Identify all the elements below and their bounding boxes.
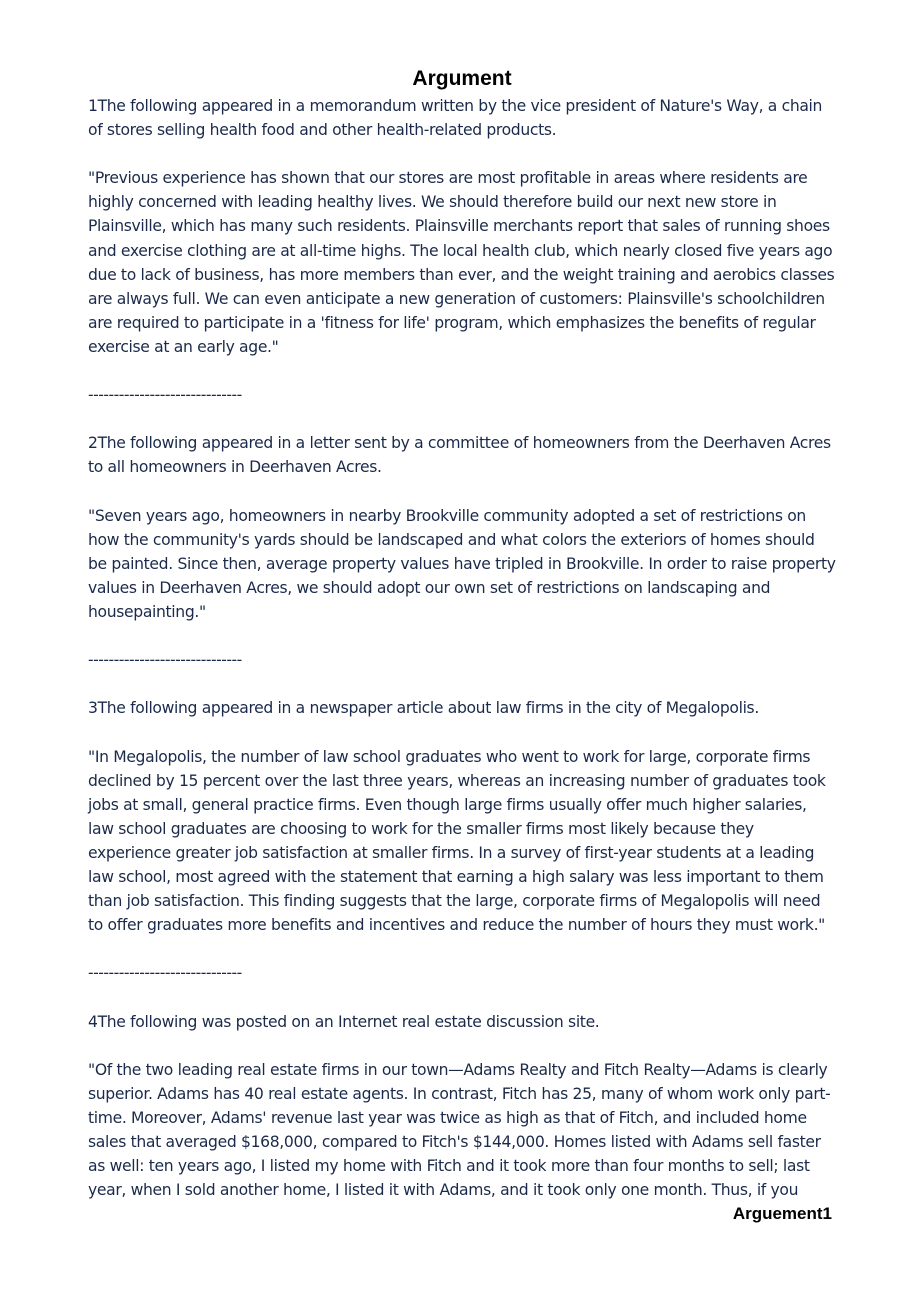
document-page: [88, 64, 836, 1226]
argument-1: [88, 94, 836, 407]
argument-quote: "Previous experience has shown that our stores are most profitable in areas where residents are highly concerned with leading healthy lives. We should therefore build our next new store in Plainsville, which has many such residents. Plainsville merchants report that sales of running shoes and exercise clothing are at all-time highs. The local health club, which nearly closed five years ago due to lack of business, has more members than ever, and the weight training and aerobics classes are always full. We can even anticipate a new generation of customers: Plainsville's schoolchildren are required to participate in a 'fitness for life' program, which emphasizes the benefits of regular exercise at an early age.": [88, 169, 835, 356]
argument-3: [88, 696, 836, 985]
argument-quote: "In Megalopolis, the number of law school graduates who went to work for large, corporate firms declined by 15 percent over the last three years, whereas an increasing number of graduates took jobs at small, general practice firms. Even though large firms usually offer much higher salaries, law school graduates are choosing to work for the smaller firms most likely because they experience greater job satisfaction at smaller firms. In a survey of first-year students at a leading law school, most agreed with the statement that earning a high salary was less important to them than job satisfaction. This finding suggests that the large, corporate firms of Megalopolis will need to offer graduates more benefits and incentives and reduce the number of hours they must work.": [88, 747, 826, 935]
separator: ------------------------------: [88, 386, 242, 405]
argument-quote: "Of the two leading real estate firms in our town—Adams Realty and Fitch Realty—Adams is clearly superior. Adams has 40 real estate agents. In contrast, Fitch has 25, many of whom work only part-time. Moreover, Adams' revenue last year was twice as high as that of Fitch, and included home sales that averaged $168,000, compared to Fitch's $144,000. Homes listed with Adams sell faster as well: ten years ago, I listed my home with Fitch and it took more than four months to sell; last year, when I sold another home, I listed it with Adams, and it took only one month. Thus, if you: [88, 1060, 831, 1200]
page-footer: Arguement1: [732, 1204, 832, 1223]
argument-intro: 1The following appeared in a memorandum written by the vice president of Nature's Way, a chain of stores selling health food and other health-related products.: [88, 97, 823, 140]
separator: ------------------------------: [88, 651, 242, 670]
argument-quote: "Seven years ago, homeowners in nearby Brookville community adopted a set of restrictions on how the community's yards should be landscaped and what colors the exteriors of homes should be painted. Since then, average property values have tripled in Brookville. In order to raise property values in Deerhaven Acres, we should adopt our own set of restrictions on landscaping and housepainting.": [88, 506, 836, 621]
argument-2: [88, 431, 836, 672]
argument-intro: 4The following was posted on an Internet real estate discussion site.: [88, 1012, 600, 1031]
argument-4: [88, 1010, 836, 1203]
argument-intro: 2The following appeared in a letter sent by a committee of homeowners from the Deerhaven Acres to all homeowners in Deerhaven Acres.: [88, 434, 831, 477]
page-title: Argument: [412, 67, 512, 90]
separator: ------------------------------: [88, 964, 242, 983]
argument-intro: 3The following appeared in a newspaper article about law firms in the city of Megalopolis.: [88, 699, 759, 718]
